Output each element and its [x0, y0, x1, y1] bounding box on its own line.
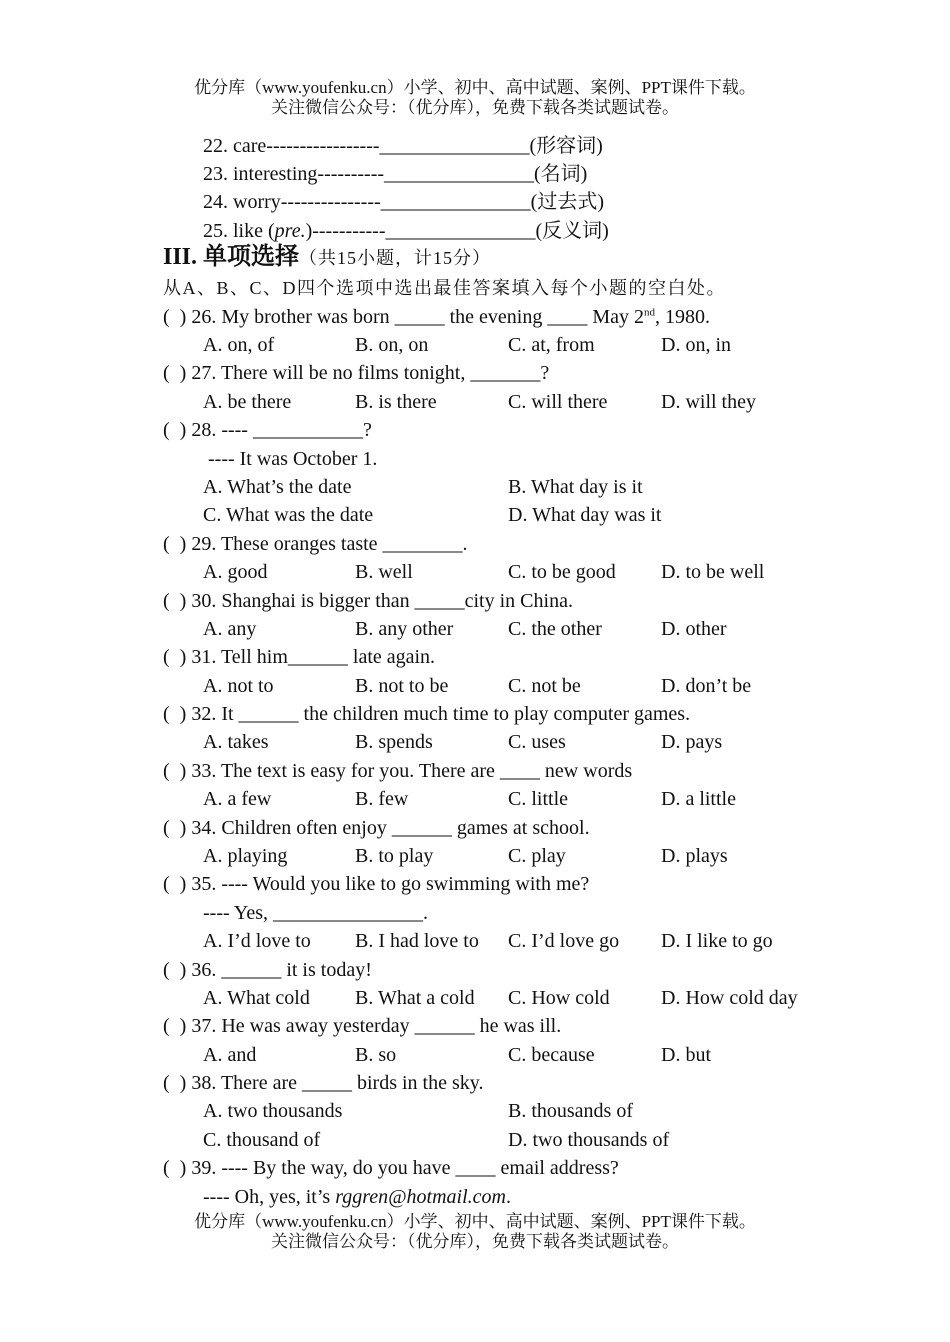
question-35-answer: ---- Yes, _______________. [203, 902, 428, 924]
question-29-option-b: B. well [355, 561, 413, 583]
footer-line-2: 关注微信公众号：（优分库），免费下载各类试题试卷。 [271, 1232, 679, 1251]
question-27-option-a: A. be there [203, 391, 292, 413]
question-32-option-c: C. uses [508, 731, 566, 753]
question-39-stem: ( ) 39. ---- By the way, do you have ____ email address? [163, 1157, 619, 1179]
footer-line-1: 优分库（www.youfenku.cn）小学、初中、高中试题、案例、PPT课件下载。 [194, 1212, 756, 1231]
question-36-option-d: D. How cold day [661, 987, 798, 1009]
question-32-option-b: B. spends [355, 731, 433, 753]
question-28-option-d: D. What day was it [508, 504, 662, 526]
header-line-2: 关注微信公众号：（优分库），免费下载各类试题试卷。 [271, 98, 679, 117]
question-26-option-b: B. on, on [355, 334, 429, 356]
question-36-stem: ( ) 36. ______ it is today! [163, 959, 372, 981]
question-33-option-b: B. few [355, 788, 409, 810]
question-38-stem: ( ) 38. There are _____ birds in the sky. [163, 1072, 484, 1094]
question-31-option-c: C. not be [508, 675, 581, 697]
question-29-stem: ( ) 29. These oranges taste ________. [163, 533, 468, 555]
question-26-option-c: C. at, from [508, 334, 595, 356]
question-38-option-b: B. thousands of [508, 1100, 633, 1122]
question-31-option-b: B. not to be [355, 675, 449, 697]
question-26-stem: ( ) 26. My brother was born _____ the evening ____ May 2nd, 1980. [163, 306, 711, 328]
section-title: III. 单项选择（共15小题，计15分） [163, 244, 492, 270]
question-35-stem: ( ) 35. ---- Would you like to go swimming with me? [163, 873, 590, 895]
question-25: 25. like (pre.)-----------_______________(反义词) [203, 220, 609, 242]
question-37-option-a: A. and [203, 1044, 257, 1066]
question-37-option-d: D. but [661, 1044, 711, 1066]
question-28-stem: ( ) 28. ---- ___________? [163, 419, 372, 441]
question-33-option-d: D. a little [661, 788, 736, 810]
question-27-stem: ( ) 27. There will be no films tonight, _______? [163, 362, 550, 384]
question-34-option-b: B. to play [355, 845, 434, 867]
question-32-option-d: D. pays [661, 731, 723, 753]
question-34-stem: ( ) 34. Children often enjoy ______ games at school. [163, 817, 590, 839]
question-29-option-a: A. good [203, 561, 268, 583]
question-28-option-b: B. What day is it [508, 476, 643, 498]
question-27-option-c: C. will there [508, 391, 608, 413]
question-34-option-a: A. playing [203, 845, 288, 867]
question-32-option-a: A. takes [203, 731, 269, 753]
question-31-stem: ( ) 31. Tell him______ late again. [163, 646, 436, 668]
question-35-option-d: D. I like to go [661, 930, 773, 952]
email-address: rggren@hotmail.com [335, 1186, 506, 1208]
question-37-option-b: B. so [355, 1044, 397, 1066]
question-36-option-b: B. What a cold [355, 987, 475, 1009]
question-38-option-a: A. two thousands [203, 1100, 343, 1122]
question-28-option-a: A. What’s the date [203, 476, 352, 498]
question-32-stem: ( ) 32. It ______ the children much time to play computer games. [163, 703, 691, 725]
question-35-option-c: C. I’d love go [508, 930, 620, 952]
section-instruction: 从A、B、C、D四个选项中选出最佳答案填入每个小题的空白处。 [163, 278, 727, 298]
question-34-option-c: C. play [508, 845, 566, 867]
question-30-option-c: C. the other [508, 618, 602, 640]
question-36-option-c: C. How cold [508, 987, 610, 1009]
question-30-option-d: D. other [661, 618, 727, 640]
question-28-option-c: C. What was the date [203, 504, 374, 526]
question-26-option-d: D. on, in [661, 334, 731, 356]
question-33-option-c: C. little [508, 788, 568, 810]
question-39-answer: ---- Oh, yes, it’s rggren@hotmail.com. [203, 1186, 511, 1208]
question-36-option-a: A. What cold [203, 987, 310, 1009]
question-24: 24. worry---------------_______________(过去式) [203, 191, 604, 213]
question-35-option-b: B. I had love to [355, 930, 479, 952]
question-27-option-b: B. is there [355, 391, 437, 413]
question-38-option-d: D. two thousands of [508, 1129, 670, 1151]
question-30-option-b: B. any other [355, 618, 454, 640]
question-29-option-d: D. to be well [661, 561, 765, 583]
question-33-option-a: A. a few [203, 788, 272, 810]
question-38-option-c: C. thousand of [203, 1129, 321, 1151]
question-30-stem: ( ) 30. Shanghai is bigger than _____city in China. [163, 590, 573, 612]
question-34-option-d: D. plays [661, 845, 728, 867]
question-37-stem: ( ) 37. He was away yesterday ______ he was ill. [163, 1015, 562, 1037]
question-37-option-c: C. because [508, 1044, 595, 1066]
question-31-option-d: D. don’t be [661, 675, 752, 697]
question-35-option-a: A. I’d love to [203, 930, 311, 952]
question-27-option-d: D. will they [661, 391, 756, 413]
question-22: 22. care-----------------_______________(形容词) [203, 135, 603, 157]
question-30-option-a: A. any [203, 618, 257, 640]
question-28-answer: ---- It was October 1. [203, 448, 378, 470]
header-line-1: 优分库（www.youfenku.cn）小学、初中、高中试题、案例、PPT课件下载。 [194, 78, 756, 97]
question-26-option-a: A. on, of [203, 334, 275, 356]
question-33-stem: ( ) 33. The text is easy for you. There are ____ new words [163, 760, 633, 782]
question-29-option-c: C. to be good [508, 561, 616, 583]
question-23: 23. interesting----------_______________(名词) [203, 163, 588, 185]
question-31-option-a: A. not to [203, 675, 274, 697]
